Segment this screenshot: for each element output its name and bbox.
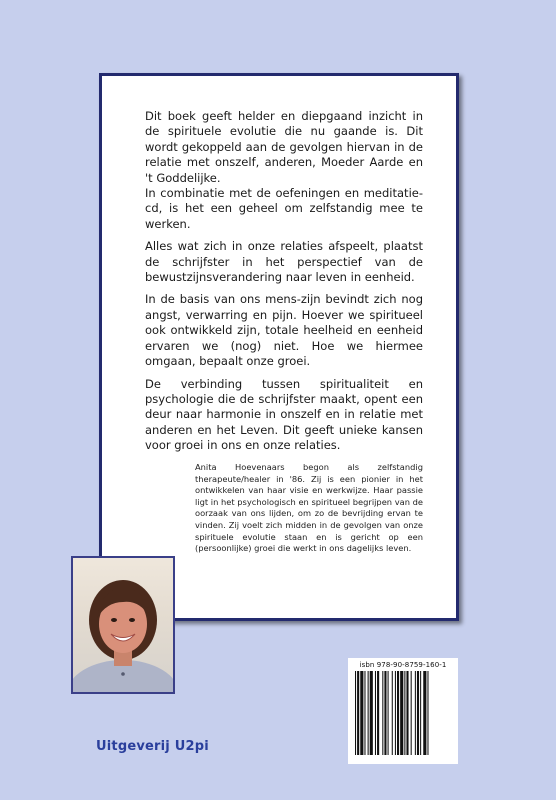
barcode-bar (423, 671, 426, 755)
barcode-bar (415, 671, 416, 755)
barcode-bar (400, 671, 403, 755)
barcode-bar (368, 671, 369, 755)
blurb-paragraph-2: In combinatie met de oefeningen en meditatie-cd, is het een geheel om zelfstandig mee te werken. (145, 186, 423, 231)
barcode-bar (404, 671, 405, 755)
barcode-bar (427, 671, 428, 755)
author-bio: Anita Hoevenaars begon als zelfstandig therapeute/healer in '86. Zij is een pionier in het ontwikkelen van haar visie en werkwijze. Haar passie ligt in het psychologisch en spiritueel begrijpen van de oorzaak van ons lijden, om zo de bevrijding ervan te vinden. Zij voelt zich midden in de gevolgen van onze spirituele evolutie staan en is gericht op een (persoonlijke) groei die werkt in ons dagelijks leven. (195, 462, 423, 554)
barcode-bar (370, 671, 373, 755)
author-photo (71, 556, 175, 694)
barcode-bar (360, 671, 363, 755)
barcode-bar (382, 671, 383, 755)
barcode-bar (388, 671, 389, 755)
barcode-bar (411, 671, 412, 755)
barcode-bar (375, 671, 376, 755)
isbn-text: isbn 978-90-8759-160-1 (359, 661, 447, 669)
barcode-bar (406, 671, 408, 755)
barcode (352, 669, 454, 757)
blurb-paragraph-1: Dit boek geeft helder en diepgaand inzicht in de spirituele evolutie die nu gaande is. Dit wordt gekoppeld aan de gevolgen hiervan in de relatie met onszelf, anderen, Moeder Aarde en 't Goddelijke. (145, 109, 423, 185)
barcode-bar (397, 671, 399, 755)
barcode-bar (364, 671, 365, 755)
blurb-paragraph-5: De verbinding tussen spiritualiteit en psychologie die de schrijfster maakt, opent een deur naar harmonie in onszelf en in relatie met anderen en het Leven. Dit geeft unieke kansen voor groei in ons en onze relaties. (145, 376, 423, 453)
barcode-bar (420, 671, 421, 755)
barcode-bar (384, 671, 386, 755)
blurb-paragraph-4: In de basis van ons mens-zijn bevindt zich nog angst, verwarring en pijn. Hoever we spiritueel ook ontwikkeld zijn, totale heelheid en eenheid ervaren we (nog) niet. Hoe we hiermee omgaan, bepaalt onze groei. (145, 292, 423, 369)
blurb (145, 109, 423, 461)
barcode-bar (392, 671, 393, 755)
publisher-name: Uitgeverij U2pi (96, 739, 209, 754)
barcode-bar (395, 671, 396, 755)
barcode-box (348, 658, 458, 764)
barcode-bar (357, 671, 359, 755)
barcode-bar (377, 671, 379, 755)
back-cover-text-panel (99, 73, 459, 621)
barcode-bar (417, 671, 419, 755)
barcode-bar (355, 671, 356, 755)
blurb-paragraph-3: Alles wat zich in onze relaties afspeelt, plaatst de schrijfster in het perspectief van de bewustzijnsverandering naar leven in eenheid. (145, 239, 423, 285)
author-portrait-image (73, 558, 173, 692)
